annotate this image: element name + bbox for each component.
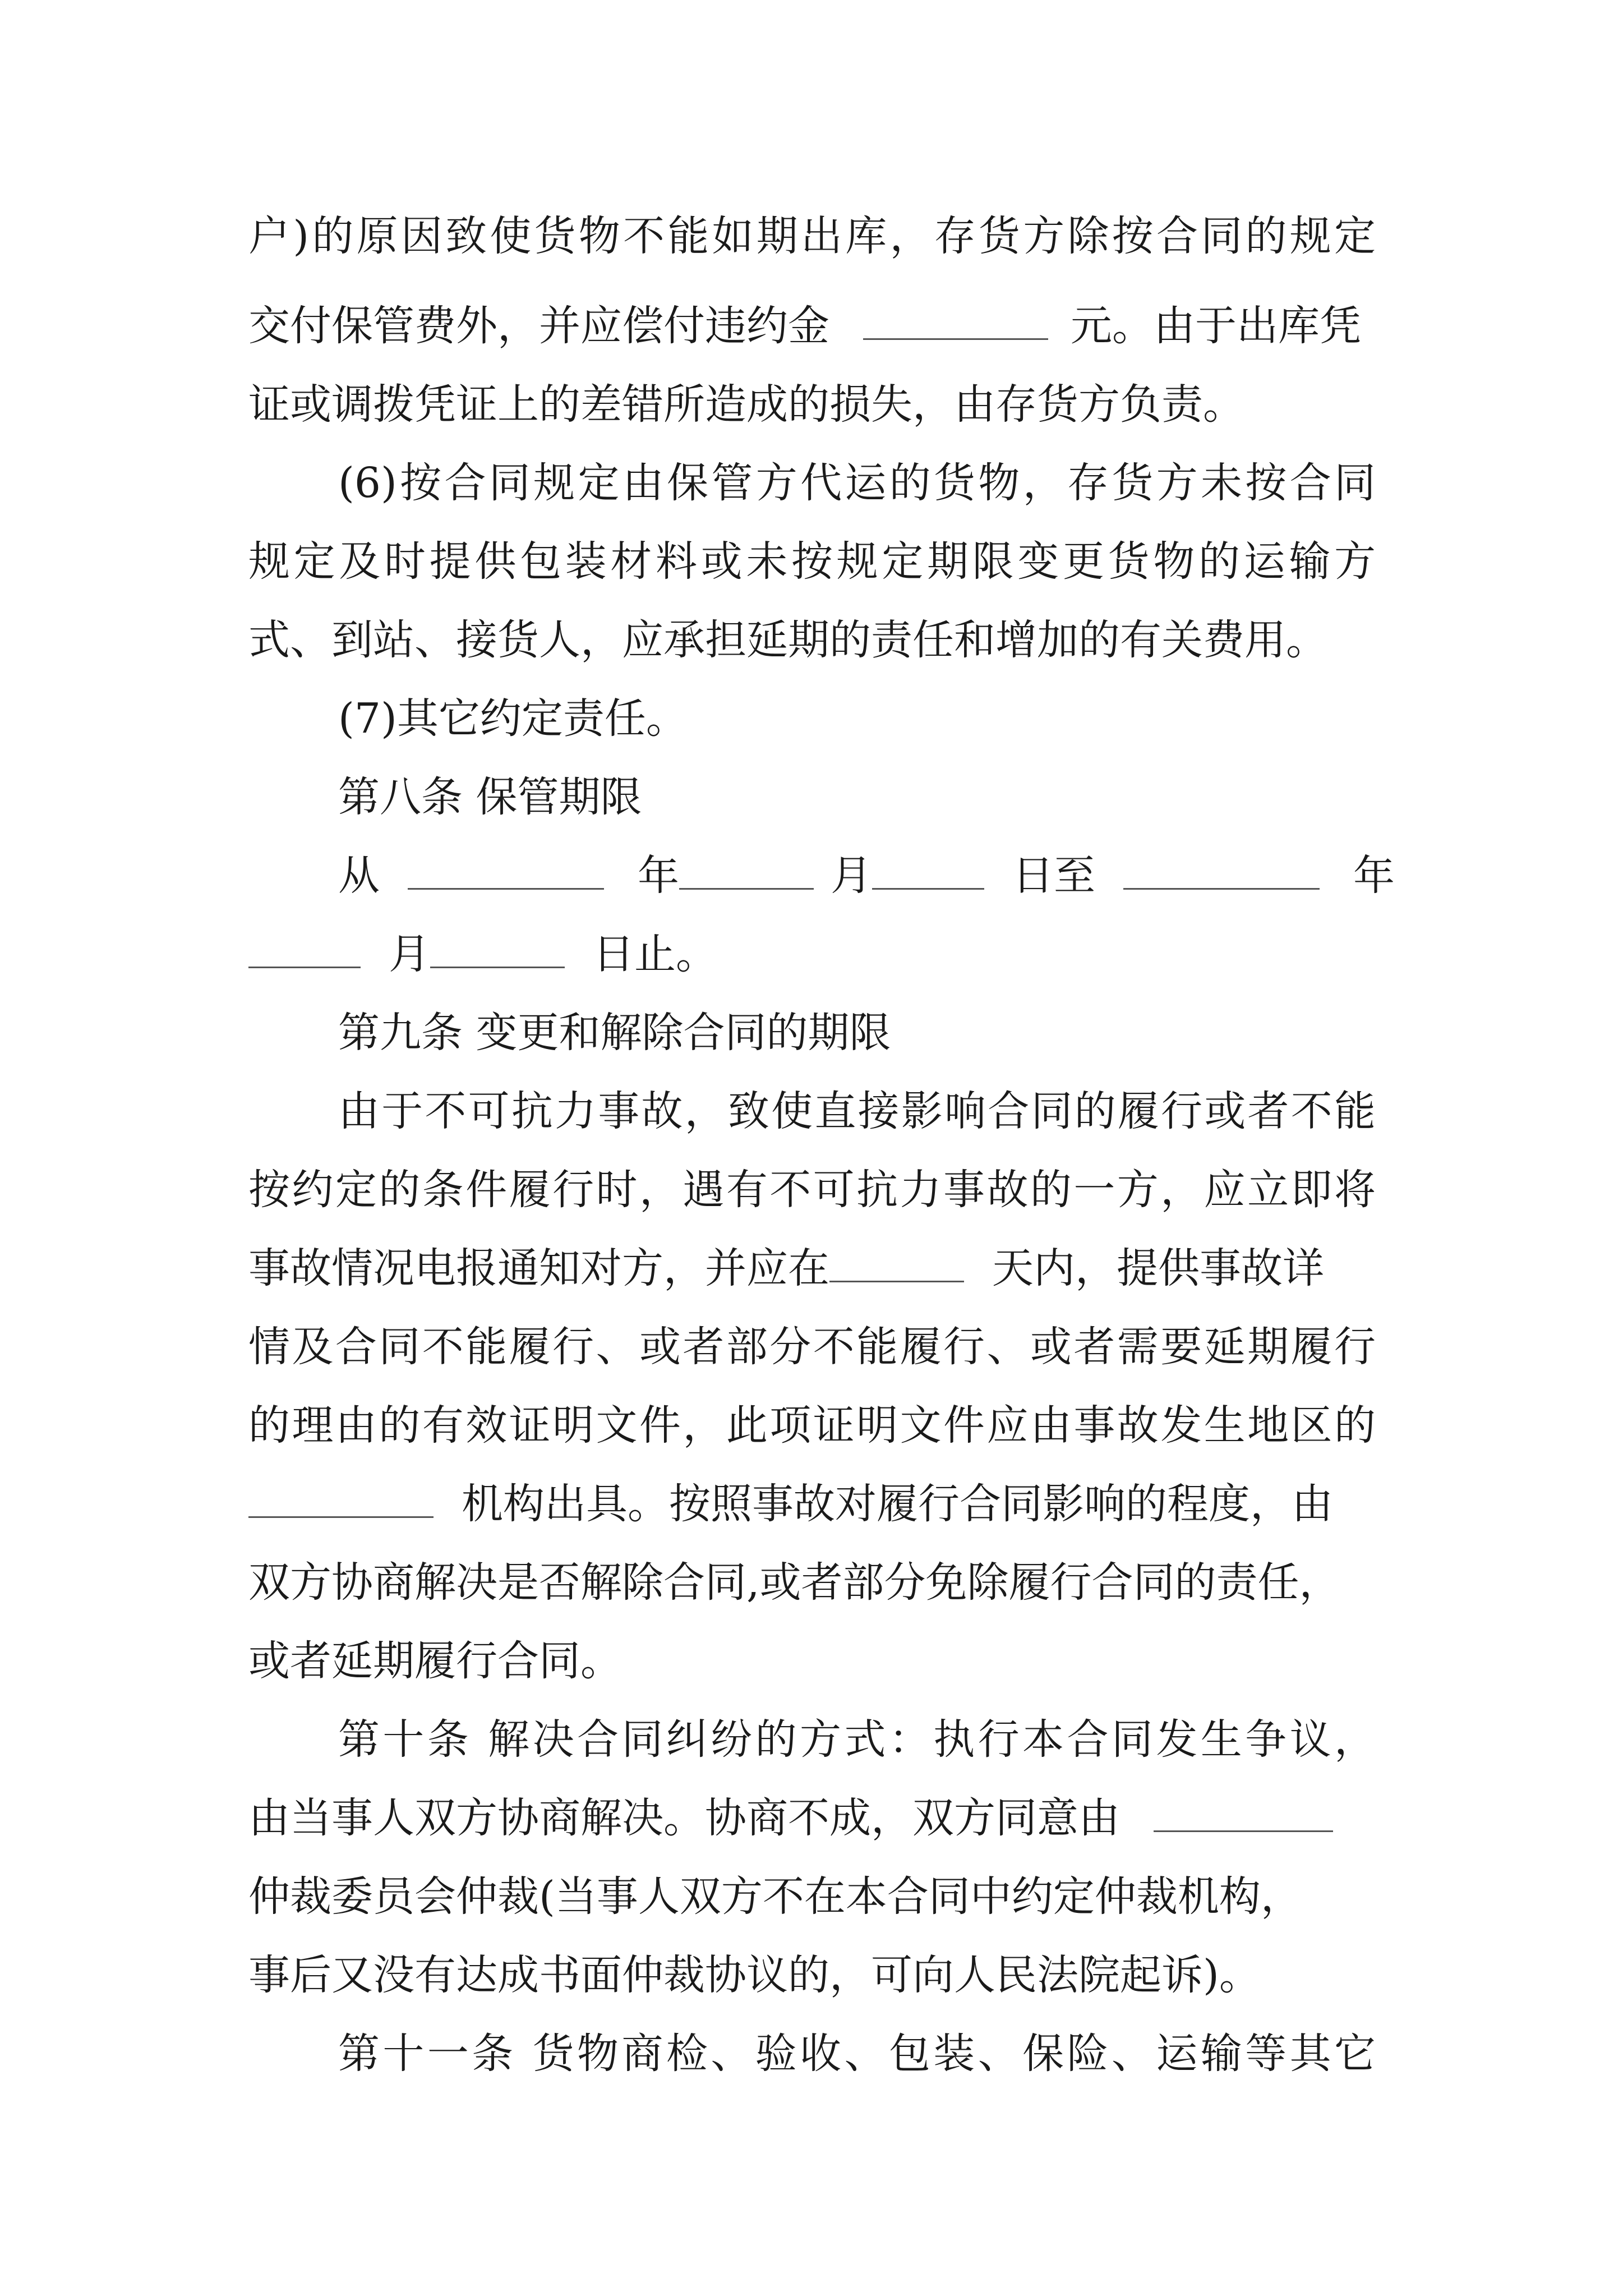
text-line: 由当事人双方协商解决。协商不成，双方同意由 [248,1779,1376,1857]
text-line: 事后又没有达成书面仲裁协议的，可向人民法院起诉)。 [248,1951,1261,1999]
fill-blank [1123,849,1320,890]
text-line: (6)按合同规定由保管方代运的货物，存货方未按合同 [338,459,1376,507]
text-line: 月 日止。 [248,915,1376,993]
fill-blank [1154,1791,1333,1832]
fill-blank [248,927,361,968]
text-line: 式、到站、接货人，应承担延期的责任和增加的有关费用。 [248,616,1327,664]
fill-blank [863,299,1048,340]
fill-blank [430,927,565,968]
text-line: 由于不可抗力事故，致使直接影响合同的履行或者不能 [338,1087,1376,1135]
fill-blank [408,849,604,890]
section-heading: 第十一条 货物商检、验收、包装、保险、运输等其它 [338,2030,1376,2078]
text-line: 规定及时提供包装材料或未按规定期限变更货物的运输方 [248,537,1376,586]
text-line: 证或调拨凭证上的差错所造成的损失，由存货方负责。 [248,380,1244,429]
text-line: 按约定的条件履行时，遇有不可抗力事故的一方，应立即将 [248,1166,1376,1214]
text-line: 的理由的有效证明文件，此项证明文件应由事故发生地区的 [248,1401,1376,1450]
fill-blank [829,1241,964,1282]
text-line: 情及合同不能履行、或者部分不能履行、或者需要延期履行 [248,1323,1376,1371]
fill-blank [248,1477,434,1518]
fill-blank [872,849,984,890]
section-heading: 第九条 变更和解除合同的期限 [338,1009,891,1057]
section-heading: 第八条 保管期限 [338,773,642,821]
text-line: (7)其它约定责任。 [338,694,688,743]
text-line: 户)的原因致使货物不能如期出库，存货方除按合同的规定 [248,212,1376,260]
text-line: 从 年 月 日至 年 [338,836,1376,915]
text-line: 双方协商解决是否解除合同,或者部分免除履行合同的责任， [248,1558,1341,1607]
text-line: 或者延期履行合同。 [248,1637,622,1685]
text-line: 机构出具。按照事故对履行合同影响的程度，由 [248,1465,1376,1543]
text-line: 事故情况电报通知对方，并应在 天内，提供事故详 [248,1229,1376,1308]
section-heading: 第十条 解决合同纠纷的方式：执行本合同发生争议， [338,1715,1376,1764]
text-line: 仲裁委员会仲裁(当事人双方不在本合同中约定仲裁机构， [248,1872,1302,1921]
fill-blank [679,849,814,890]
text-line: 交付保管费外，并应偿付违约金 元。由于出库凭 [248,287,1376,365]
